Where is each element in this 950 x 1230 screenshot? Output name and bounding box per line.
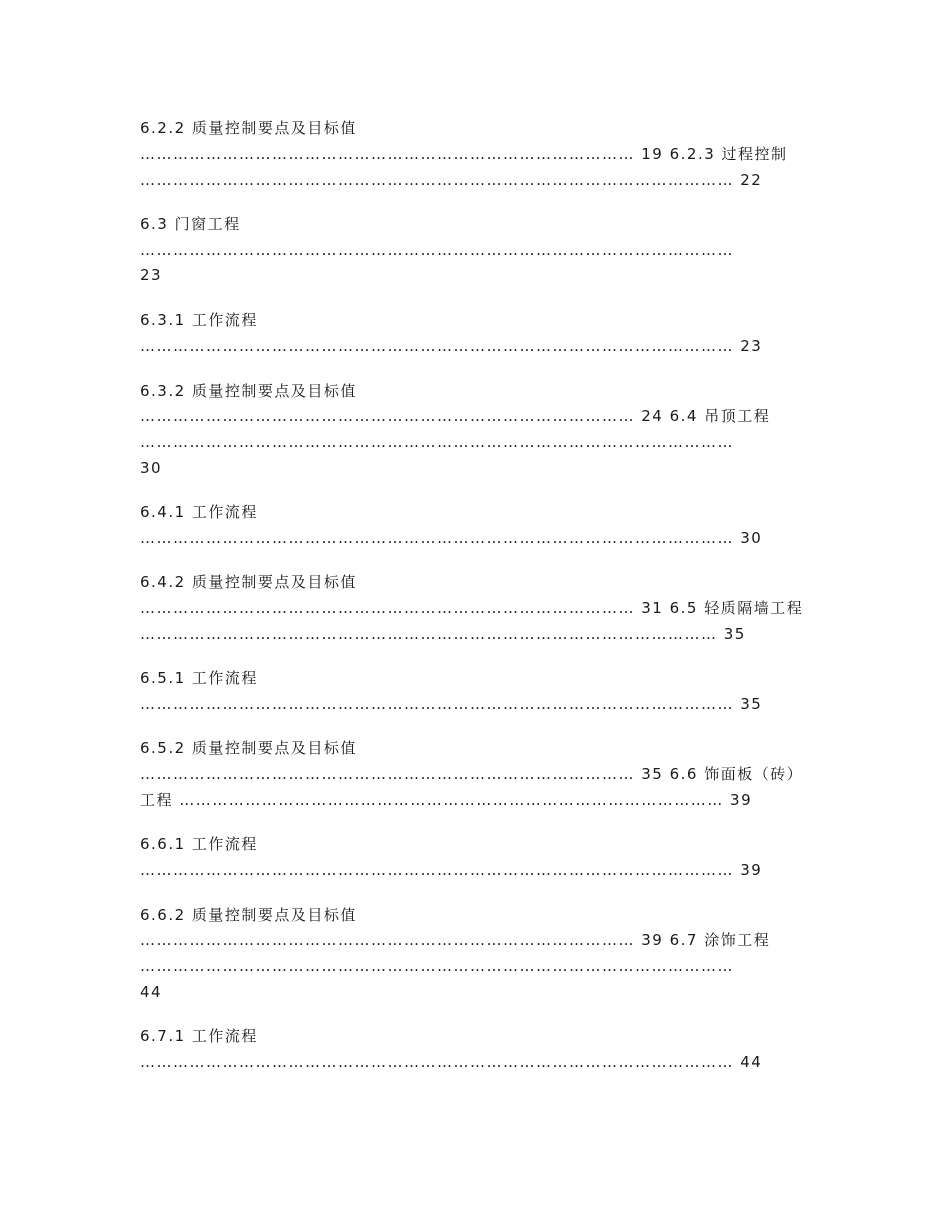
toc-heading-6-5-2: 6.5.2 质量控制要点及目标值 xyxy=(140,739,357,757)
toc-leader-line: ……………………………………………………………………………………………… xyxy=(140,241,734,259)
toc-leader-line: ……………………………………………………………………………… 19 6.2.3 过程控制 xyxy=(140,145,788,163)
toc-leader-line: 工程 ……………………………………………………………………………………… 39 xyxy=(140,791,753,809)
toc-leader-line: ……………………………………………………………………………… 24 6.4 吊顶工程 xyxy=(140,407,771,425)
toc-heading-6-2-2: 6.2.2 质量控制要点及目标值 xyxy=(140,119,357,137)
toc-heading-6-5-1: 6.5.1 工作流程 xyxy=(140,669,258,687)
toc-heading-6-7-1: 6.7.1 工作流程 xyxy=(140,1027,258,1045)
toc-heading-6-6-2: 6.6.2 质量控制要点及目标值 xyxy=(140,906,357,924)
toc-heading-6-4-1: 6.4.1 工作流程 xyxy=(140,503,258,521)
toc-leader-line: ……………………………………………………………………………………………… xyxy=(140,957,734,975)
toc-leader-line: ……………………………………………………………………………………………… 44 xyxy=(140,1053,763,1071)
toc-heading-6-3-2: 6.3.2 质量控制要点及目标值 xyxy=(140,382,357,400)
toc-page-number: 23 xyxy=(140,266,163,284)
toc-page-number: 30 xyxy=(140,459,163,477)
toc-leader-line: ……………………………………………………………………………………………… 30 xyxy=(140,529,763,547)
toc-leader-line: ……………………………………………………………………………… 35 6.6 饰面板（砖） xyxy=(140,765,804,783)
toc-heading-6-6-1: 6.6.1 工作流程 xyxy=(140,835,258,853)
toc-heading-6-3-1: 6.3.1 工作流程 xyxy=(140,311,258,329)
toc-heading-6-3: 6.3 门窗工程 xyxy=(140,215,241,233)
toc-heading-6-4-2: 6.4.2 质量控制要点及目标值 xyxy=(140,573,357,591)
toc-leader-line: …………………………………………………………………………………………… 35 xyxy=(140,625,746,643)
toc-leader-line: ……………………………………………………………………………… 31 6.5 轻质隔墙工程 xyxy=(140,599,804,617)
toc-leader-line: ……………………………………………………………………………………………… 23 xyxy=(140,337,763,355)
toc-leader-line: ……………………………………………………………………………………………… 39 xyxy=(140,861,763,879)
toc-leader-line: ……………………………………………………………………………………………… 22 xyxy=(140,171,763,189)
toc-page-number: 44 xyxy=(140,983,163,1001)
toc-leader-line: ……………………………………………………………………………………………… xyxy=(140,433,734,451)
toc-leader-line: ……………………………………………………………………………………………… 35 xyxy=(140,695,763,713)
toc-leader-line: ……………………………………………………………………………… 39 6.7 涂饰工程 xyxy=(140,931,771,949)
